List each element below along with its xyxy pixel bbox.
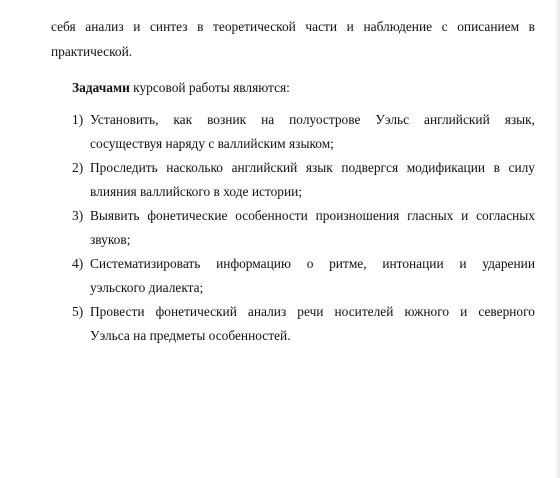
task-number: 4) (72, 256, 84, 271)
tasks-heading-text: курсовой работы являются: (129, 80, 290, 95)
task-number: 5) (72, 304, 84, 319)
paragraph-line: практической. (51, 44, 133, 59)
task-number: 3) (72, 208, 84, 223)
task-line: влияния валлийского в ходе истории; (90, 184, 303, 199)
task-line: Уэльса на предметы особенностей. (90, 328, 291, 343)
page-edge-shadow (554, 0, 560, 478)
task-line: Установить, как возник на полуострове Уэльс английский язык, (90, 112, 535, 127)
paragraph-line: себя анализ и синтез в теоретической части и наблюдение с описанием в (51, 19, 535, 34)
task-line: Проследить насколько английский язык подвергся модификации в силу (90, 160, 535, 175)
task-line: Выявить фонетические особенности произношения гласных и согласных (90, 208, 535, 223)
task-line: уэльского диалекта; (90, 280, 204, 295)
task-number: 1) (72, 112, 84, 127)
tasks-heading-bold: Задачами (72, 80, 130, 95)
task-line: Провести фонетический анализ речи носителей южного и северного (90, 304, 535, 319)
tasks-heading (72, 80, 290, 96)
task-line: звуков; (90, 232, 131, 247)
task-line: Систематизировать информацию о ритме, интонации и ударении (90, 256, 535, 271)
task-number: 2) (72, 160, 84, 175)
task-line: сосуществуя наряду с валлийским языком; (90, 136, 334, 151)
